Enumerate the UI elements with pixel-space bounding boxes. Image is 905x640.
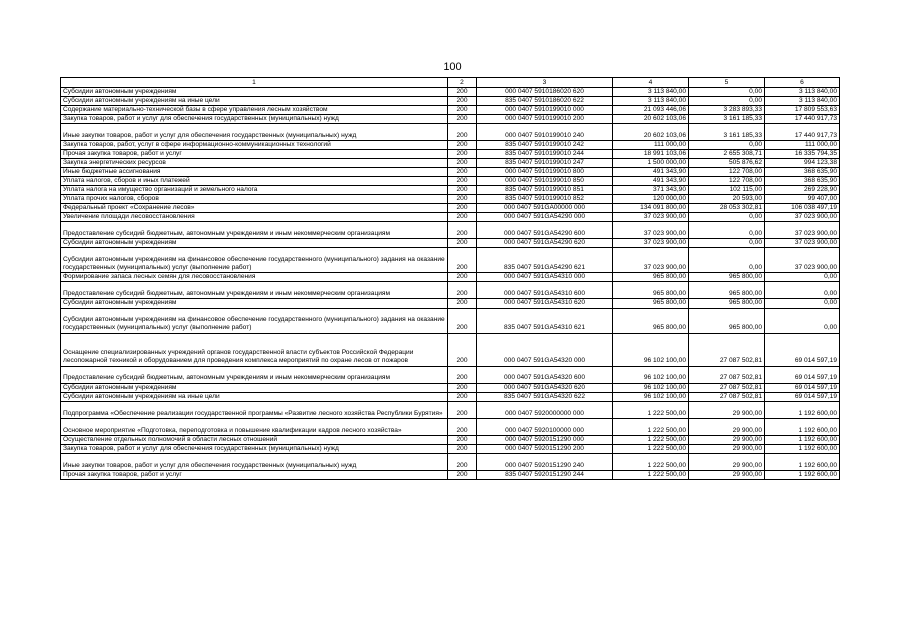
row-executed-cell: 3 283 893,33 xyxy=(689,106,765,115)
row-approved-cell: 3 113 840,00 xyxy=(613,88,689,97)
row-approved-cell: 1 222 500,00 xyxy=(613,435,689,444)
row-executed-cell: 0,00 xyxy=(689,222,765,239)
row-classifier-cell: 000 0407 591GA54320 600 xyxy=(477,366,613,383)
row-approved-cell: 965 800,00 xyxy=(613,299,689,308)
row-executed-cell: 28 053 302,81 xyxy=(689,204,765,213)
row-classifier-cell: 000 0407 5910199010 800 xyxy=(477,168,613,177)
table-row xyxy=(61,392,840,401)
row-name-cell: Закупка товаров, работ и услуг для обеспечения государственных (муниципальных) нужд xyxy=(61,115,448,124)
row-classifier-cell: 835 0407 5910199010 247 xyxy=(477,159,613,168)
row-executed-cell: 27 087 502,81 xyxy=(689,366,765,383)
table-row xyxy=(61,383,840,392)
row-name-cell: Предоставление субсидий бюджетным, автономным учреждениям и иным некоммерческим организациям xyxy=(61,366,448,383)
row-executed-cell: 965 800,00 xyxy=(689,273,765,282)
table-row xyxy=(61,124,840,141)
row-executed-cell: 29 900,00 xyxy=(689,470,765,479)
column-header: 2 xyxy=(448,78,477,88)
row-classifier-cell: 835 0407 5910199010 244 xyxy=(477,150,613,159)
row-remaining-cell: 3 113 840,00 xyxy=(765,88,840,97)
table-row xyxy=(61,366,840,383)
row-name-cell: Субсидии автономным учреждениям на иные цели xyxy=(61,97,448,106)
row-classifier-cell: 000 0407 591GA54320 620 xyxy=(477,383,613,392)
row-code-cell: 200 xyxy=(448,124,477,141)
row-code-cell: 200 xyxy=(448,299,477,308)
row-executed-cell: 29 900,00 xyxy=(689,401,765,418)
row-classifier-cell: 000 0407 591GA54290 600 xyxy=(477,222,613,239)
row-remaining-cell: 3 113 840,00 xyxy=(765,97,840,106)
row-name-cell: Содержание материально-технической базы в сфере управления лесным хозяйством xyxy=(61,106,448,115)
row-remaining-cell: 1 192 600,00 xyxy=(765,444,840,453)
row-code-cell: 200 xyxy=(448,204,477,213)
table-header-row xyxy=(61,78,840,88)
row-remaining-cell: 1 192 600,00 xyxy=(765,418,840,435)
row-executed-cell: 0,00 xyxy=(689,213,765,222)
table-row xyxy=(61,282,840,299)
row-classifier-cell: 000 0407 591GA54320 000 xyxy=(477,333,613,366)
row-approved-cell: 371 343,90 xyxy=(613,186,689,195)
row-approved-cell: 120 000,00 xyxy=(613,195,689,204)
row-name-cell: Иные бюджетные ассигнования xyxy=(61,168,448,177)
row-approved-cell: 37 023 900,00 xyxy=(613,222,689,239)
row-remaining-cell: 1 192 600,00 xyxy=(765,453,840,470)
row-code-cell: 200 xyxy=(448,115,477,124)
row-remaining-cell: 37 023 900,00 xyxy=(765,248,840,273)
row-approved-cell: 37 023 900,00 xyxy=(613,248,689,273)
row-name-cell: Прочая закупка товаров, работ и услуг xyxy=(61,150,448,159)
page-number: 100 xyxy=(443,61,462,73)
row-remaining-cell: 1 192 600,00 xyxy=(765,401,840,418)
row-classifier-cell: 000 0407 591GA54310 620 xyxy=(477,299,613,308)
row-classifier-cell: 835 0407 591GA54320 622 xyxy=(477,392,613,401)
row-approved-cell: 20 602 103,06 xyxy=(613,115,689,124)
row-classifier-cell: 000 0407 5910199010 200 xyxy=(477,115,613,124)
row-code-cell: 200 xyxy=(448,222,477,239)
row-code-cell: 200 xyxy=(448,444,477,453)
table-row xyxy=(61,248,840,273)
row-executed-cell: 27 087 502,81 xyxy=(689,383,765,392)
row-executed-cell: 122 708,00 xyxy=(689,177,765,186)
row-code-cell: 200 xyxy=(448,333,477,366)
row-executed-cell: 3 161 185,33 xyxy=(689,115,765,124)
row-code-cell: 200 xyxy=(448,159,477,168)
row-remaining-cell: 37 023 900,00 xyxy=(765,239,840,248)
table-row xyxy=(61,195,840,204)
row-executed-cell: 965 800,00 xyxy=(689,282,765,299)
row-remaining-cell: 37 023 900,00 xyxy=(765,222,840,239)
row-code-cell: 200 xyxy=(448,453,477,470)
row-executed-cell: 0,00 xyxy=(689,248,765,273)
row-remaining-cell: 16 335 794,35 xyxy=(765,150,840,159)
row-executed-cell: 965 800,00 xyxy=(689,299,765,308)
row-code-cell: 200 xyxy=(448,435,477,444)
row-approved-cell: 1 500 000,00 xyxy=(613,159,689,168)
table-row xyxy=(61,159,840,168)
row-executed-cell: 29 900,00 xyxy=(689,418,765,435)
row-executed-cell: 20 593,00 xyxy=(689,195,765,204)
row-executed-cell: 29 900,00 xyxy=(689,453,765,470)
row-executed-cell: 3 161 185,33 xyxy=(689,124,765,141)
row-classifier-cell: 000 0407 5920151290 000 xyxy=(477,435,613,444)
row-remaining-cell: 99 407,00 xyxy=(765,195,840,204)
table-row xyxy=(61,204,840,213)
row-name-cell: Субсидии автономным учреждениям на финансовое обеспечение государственного (муниципального) задания на оказание государственных (муниципальных) услуг (выполнение работ) xyxy=(61,248,448,273)
table-row xyxy=(61,401,840,418)
row-name-cell: Основное мероприятие «Подготовка, переподготовка и повышение квалификации кадров лесного хозяйства» xyxy=(61,418,448,435)
row-classifier-cell: 000 0407 591GA54310 600 xyxy=(477,282,613,299)
table-row xyxy=(61,435,840,444)
row-approved-cell: 965 800,00 xyxy=(613,308,689,333)
row-executed-cell: 2 655 308,71 xyxy=(689,150,765,159)
table-row xyxy=(61,97,840,106)
table-row xyxy=(61,239,840,248)
row-code-cell: 200 xyxy=(448,177,477,186)
row-code-cell: 200 xyxy=(448,366,477,383)
row-classifier-cell: 835 0407 591GA54290 621 xyxy=(477,248,613,273)
row-classifier-cell: 835 0407 5910186020 622 xyxy=(477,97,613,106)
row-name-cell: Иные закупки товаров, работ и услуг для обеспечения государственных (муниципальных) нужд xyxy=(61,124,448,141)
row-classifier-cell: 000 0407 591GA00000 000 xyxy=(477,204,613,213)
table-row xyxy=(61,186,840,195)
row-approved-cell: 1 222 500,00 xyxy=(613,470,689,479)
row-executed-cell: 0,00 xyxy=(689,97,765,106)
row-name-cell: Субсидии автономным учреждениям на иные цели xyxy=(61,392,448,401)
budget-table xyxy=(60,77,840,480)
row-remaining-cell: 0,00 xyxy=(765,299,840,308)
table-row xyxy=(61,115,840,124)
row-remaining-cell: 69 014 597,19 xyxy=(765,383,840,392)
row-remaining-cell: 111 000,00 xyxy=(765,141,840,150)
table-row xyxy=(61,299,840,308)
row-code-cell: 200 xyxy=(448,213,477,222)
row-approved-cell: 18 991 103,06 xyxy=(613,150,689,159)
row-code-cell: 200 xyxy=(448,239,477,248)
table-row xyxy=(61,453,840,470)
row-code-cell: 200 xyxy=(448,168,477,177)
row-code-cell: 200 xyxy=(448,97,477,106)
row-remaining-cell: 69 014 597,19 xyxy=(765,392,840,401)
row-remaining-cell: 17 809 553,63 xyxy=(765,106,840,115)
table-row xyxy=(61,418,840,435)
row-approved-cell: 96 102 100,00 xyxy=(613,392,689,401)
row-name-cell: Уплата налогов, сборов и иных платежей xyxy=(61,177,448,186)
row-remaining-cell: 269 228,90 xyxy=(765,186,840,195)
row-executed-cell: 27 087 502,81 xyxy=(689,333,765,366)
row-name-cell: Предоставление субсидий бюджетным, автономным учреждениям и иным некоммерческим организациям xyxy=(61,282,448,299)
row-name-cell: Предоставление субсидий бюджетным, автономным учреждениям и иным некоммерческим организациям xyxy=(61,222,448,239)
row-name-cell: Субсидии автономным учреждениям xyxy=(61,239,448,248)
row-name-cell: Осуществление отдельных полномочий в области лесных отношений xyxy=(61,435,448,444)
row-name-cell: Субсидии автономным учреждениям xyxy=(61,299,448,308)
table-body xyxy=(61,88,840,480)
row-executed-cell: 965 800,00 xyxy=(689,308,765,333)
row-remaining-cell: 0,00 xyxy=(765,308,840,333)
row-remaining-cell: 368 635,90 xyxy=(765,177,840,186)
row-name-cell: Формирование запаса лесных семян для лесовосстановления xyxy=(61,273,448,282)
row-remaining-cell: 37 023 900,00 xyxy=(765,213,840,222)
row-classifier-cell: 000 0407 5910199010 850 xyxy=(477,177,613,186)
row-classifier-cell: 835 0407 5910199010 851 xyxy=(477,186,613,195)
row-classifier-cell: 835 0407 5910199010 242 xyxy=(477,141,613,150)
row-name-cell: Субсидии автономным учреждениям xyxy=(61,88,448,97)
row-code-cell: 200 xyxy=(448,392,477,401)
row-approved-cell: 491 343,90 xyxy=(613,177,689,186)
row-approved-cell: 96 102 100,00 xyxy=(613,333,689,366)
row-remaining-cell: 17 440 917,73 xyxy=(765,124,840,141)
row-approved-cell: 111 000,00 xyxy=(613,141,689,150)
row-code-cell: 200 xyxy=(448,88,477,97)
row-remaining-cell: 69 014 597,19 xyxy=(765,366,840,383)
row-name-cell: Уплата налога на имущество организаций и земельного налога xyxy=(61,186,448,195)
table-row xyxy=(61,222,840,239)
row-classifier-cell: 000 0407 591GA54290 620 xyxy=(477,239,613,248)
row-classifier-cell: 000 0407 5920151290 200 xyxy=(477,444,613,453)
row-classifier-cell: 000 0407 5910199010 000 xyxy=(477,106,613,115)
row-executed-cell: 29 900,00 xyxy=(689,444,765,453)
row-executed-cell: 122 708,00 xyxy=(689,168,765,177)
row-name-cell: Подпрограмма «Обеспечение реализации государственной программы «Развитие лесного хозяйства Республики Бурятия» xyxy=(61,401,448,418)
row-remaining-cell: 0,00 xyxy=(765,273,840,282)
row-remaining-cell: 994 123,38 xyxy=(765,159,840,168)
column-header: 4 xyxy=(613,78,689,88)
row-code-cell: 200 xyxy=(448,401,477,418)
table-row xyxy=(61,213,840,222)
row-remaining-cell: 17 440 917,73 xyxy=(765,115,840,124)
row-remaining-cell: 368 635,90 xyxy=(765,168,840,177)
row-approved-cell: 134 091 800,00 xyxy=(613,204,689,213)
row-executed-cell: 27 087 502,81 xyxy=(689,392,765,401)
row-code-cell: 200 xyxy=(448,470,477,479)
table-row xyxy=(61,106,840,115)
row-approved-cell: 21 093 446,06 xyxy=(613,106,689,115)
table-row xyxy=(61,308,840,333)
row-code-cell: 200 xyxy=(448,273,477,282)
row-name-cell: Федеральный проект «Сохранение лесов» xyxy=(61,204,448,213)
row-name-cell: Уплата прочих налогов, сборов xyxy=(61,195,448,204)
row-name-cell: Иные закупки товаров, работ и услуг для обеспечения государственных (муниципальных) нужд xyxy=(61,453,448,470)
column-header: 5 xyxy=(689,78,765,88)
row-classifier-cell: 835 0407 5920151290 244 xyxy=(477,470,613,479)
row-code-cell: 200 xyxy=(448,186,477,195)
row-classifier-cell: 000 0407 5910186020 620 xyxy=(477,88,613,97)
row-executed-cell: 0,00 xyxy=(689,141,765,150)
row-approved-cell: 965 800,00 xyxy=(613,273,689,282)
row-code-cell: 200 xyxy=(448,106,477,115)
row-name-cell: Закупка товаров, работ и услуг для обеспечения государственных (муниципальных) нужд xyxy=(61,444,448,453)
row-approved-cell: 3 113 840,00 xyxy=(613,97,689,106)
table-row xyxy=(61,470,840,479)
row-code-cell: 200 xyxy=(448,308,477,333)
row-executed-cell: 102 115,00 xyxy=(689,186,765,195)
row-code-cell: 200 xyxy=(448,418,477,435)
row-classifier-cell: 835 0407 5910199010 852 xyxy=(477,195,613,204)
row-executed-cell: 505 876,62 xyxy=(689,159,765,168)
row-classifier-cell: 835 0407 591GA54310 621 xyxy=(477,308,613,333)
row-approved-cell: 1 222 500,00 xyxy=(613,444,689,453)
row-executed-cell: 0,00 xyxy=(689,239,765,248)
table-row xyxy=(61,177,840,186)
row-code-cell: 200 xyxy=(448,195,477,204)
table-row xyxy=(61,168,840,177)
row-classifier-cell: 000 0407 5920000000 000 xyxy=(477,401,613,418)
table-row xyxy=(61,333,840,366)
row-approved-cell: 1 222 500,00 xyxy=(613,418,689,435)
row-code-cell: 200 xyxy=(448,150,477,159)
table-row xyxy=(61,141,840,150)
row-approved-cell: 96 102 100,00 xyxy=(613,366,689,383)
row-name-cell: Оснащение специализированных учреждений органов государственной власти субъектов Российской Федерации лесопожарной техникой и оборудованием для проведения комплекса мероприятий по охране лесов от пожаров xyxy=(61,333,448,366)
row-remaining-cell: 69 014 597,19 xyxy=(765,333,840,366)
row-code-cell: 200 xyxy=(448,248,477,273)
row-approved-cell: 96 102 100,00 xyxy=(613,383,689,392)
row-classifier-cell: 000 0407 591GA54290 000 xyxy=(477,213,613,222)
table-row xyxy=(61,150,840,159)
row-classifier-cell: 000 0407 5920100000 000 xyxy=(477,418,613,435)
row-name-cell: Закупка товаров, работ, услуг в сфере информационно-коммуникационных технологий xyxy=(61,141,448,150)
table-row xyxy=(61,444,840,453)
row-approved-cell: 20 602 103,06 xyxy=(613,124,689,141)
row-approved-cell: 37 023 900,00 xyxy=(613,239,689,248)
row-code-cell: 200 xyxy=(448,282,477,299)
row-code-cell: 200 xyxy=(448,383,477,392)
row-name-cell: Субсидии автономным учреждениям на финансовое обеспечение государственного (муниципального) задания на оказание государственных (муниципальных) услуг (выполнение работ) xyxy=(61,308,448,333)
row-classifier-cell: 000 0407 5910199010 240 xyxy=(477,124,613,141)
row-name-cell: Закупка энергетических ресурсов xyxy=(61,159,448,168)
row-approved-cell: 965 800,00 xyxy=(613,282,689,299)
column-header: 1 xyxy=(61,78,448,88)
table-row xyxy=(61,273,840,282)
column-header: 6 xyxy=(765,78,840,88)
column-header: 3 xyxy=(477,78,613,88)
row-remaining-cell: 1 192 600,00 xyxy=(765,470,840,479)
row-name-cell: Субсидии автономным учреждениям xyxy=(61,383,448,392)
row-approved-cell: 37 023 900,00 xyxy=(613,213,689,222)
row-classifier-cell: 000 0407 591GA54310 000 xyxy=(477,273,613,282)
row-approved-cell: 491 343,90 xyxy=(613,168,689,177)
row-approved-cell: 1 222 500,00 xyxy=(613,401,689,418)
row-classifier-cell: 000 0407 5920151290 240 xyxy=(477,453,613,470)
row-name-cell: Увеличение площади лесовосстановления xyxy=(61,213,448,222)
row-remaining-cell: 1 192 600,00 xyxy=(765,435,840,444)
row-executed-cell: 0,00 xyxy=(689,88,765,97)
row-approved-cell: 1 222 500,00 xyxy=(613,453,689,470)
row-name-cell: Прочая закупка товаров, работ и услуг xyxy=(61,470,448,479)
row-code-cell: 200 xyxy=(448,141,477,150)
table-row xyxy=(61,88,840,97)
row-remaining-cell: 106 038 497,19 xyxy=(765,204,840,213)
row-remaining-cell: 0,00 xyxy=(765,282,840,299)
row-executed-cell: 29 900,00 xyxy=(689,435,765,444)
